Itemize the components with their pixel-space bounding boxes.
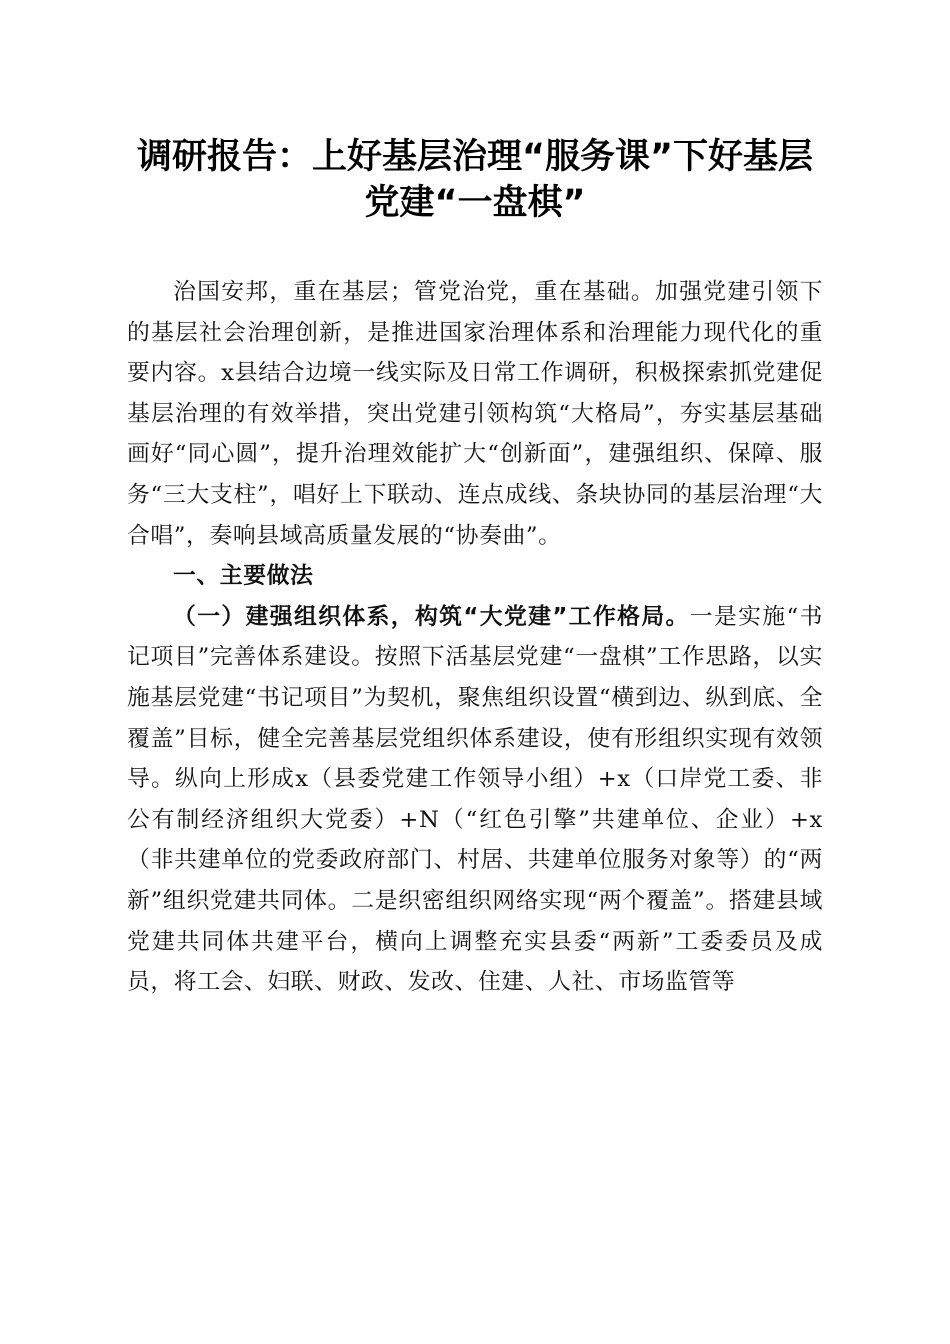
subsection-lead: （一）建强组织体系，构筑“大党建”工作格局。 xyxy=(173,603,690,630)
section-heading: 一、主要做法 xyxy=(173,563,314,590)
title-line-1: 调研报告：上好基层治理“服务课”下好基层 xyxy=(136,137,813,177)
document-body xyxy=(127,272,823,1003)
subsection-paragraph xyxy=(127,597,823,1003)
document-title xyxy=(100,134,850,226)
intro-paragraph: 治国安邦，重在基层；管党治党，重在基础。加强党建引领下的基层社会治理创新，是推进国家治理体系和治理能力现代化的重要内容。x县结合边境一线实际及日常工作调研，积极探索抓党建促基层治理的有效举措，突出党建引领构筑“大格局”，夯实基层基础画好“同心圆”，提升治理效能扩大“创新面”，建强组织、保障、服务“三大支柱”，唱好上下联动、连点成线、条块协同的基层治理“大合唱”，奏响县域高质量发展的“协奏曲”。 xyxy=(127,279,823,549)
subsection-body: 一是实施“书记项目”完善体系建设。按照下活基层党建“一盘棋”工作思路，以实施基层党建“书记项目”为契机，聚焦组织设置“横到边、纵到底、全覆盖”目标，健全完善基层党组织体系建设，使有形组织实现有效领导。纵向上形成x（县委党建工作领导小组）+x（口岸党工委、非公有制经济组织大党委）+N（“红色引擎”共建单位、企业）+x（非共建单位的党委政府部门、村居、共建单位服务对象等）的“两新”组织党建共同体。二是织密组织网络实现“两个覆盖”。搭建县域党建共同体共建平台，横向上调整充实县委“两新”工委委员及成员，将工会、妇联、财政、发改、住建、人社、市场监管等 xyxy=(127,603,823,996)
title-line-2: 党建“一盘棋” xyxy=(364,183,586,223)
